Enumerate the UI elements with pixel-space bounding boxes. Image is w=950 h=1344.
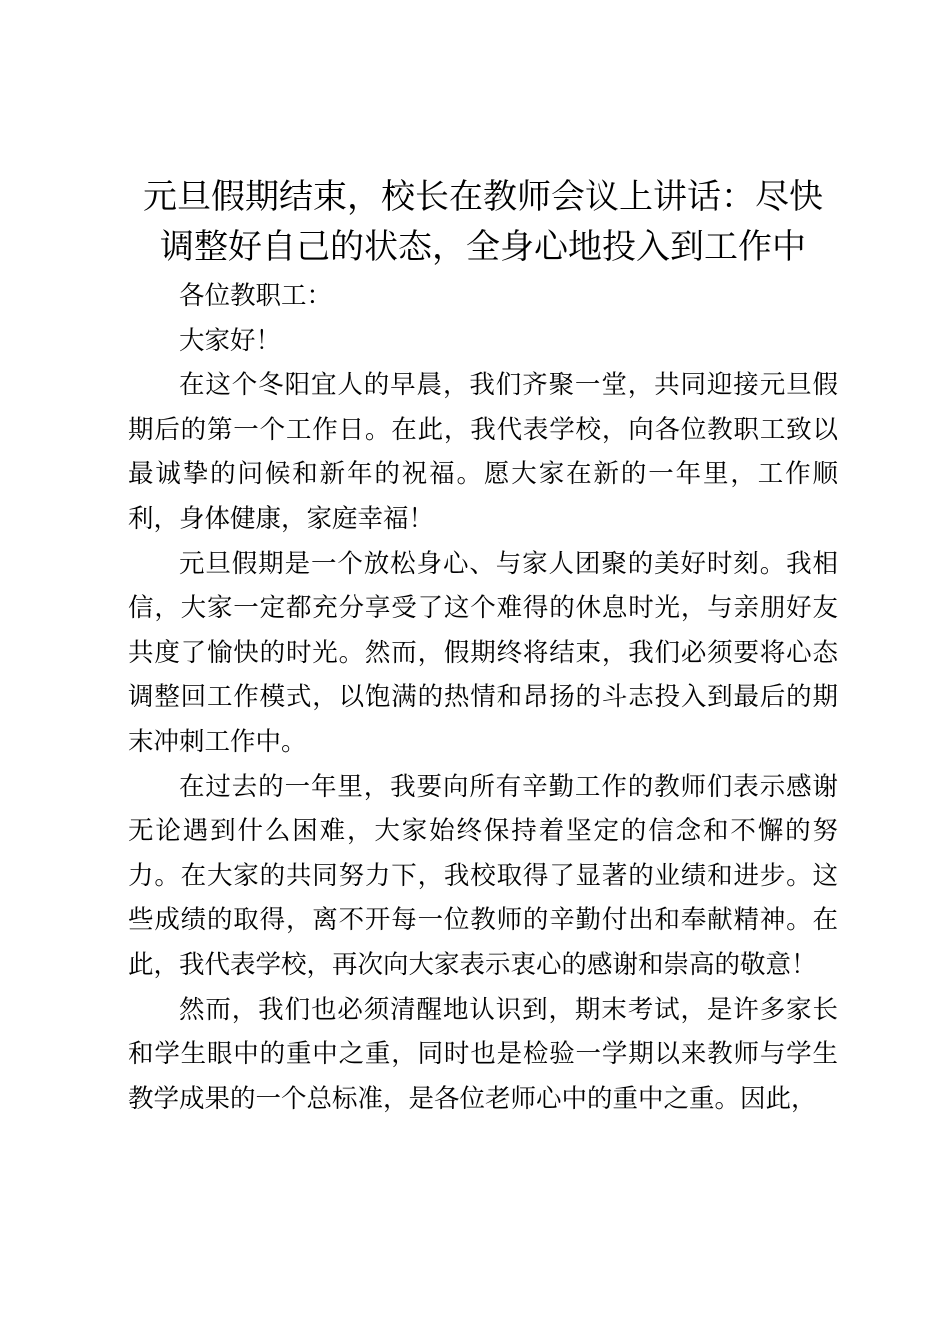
title-line-2: 调整好自己的状态，全身心地投入到工作中 (160, 227, 806, 267)
greeting: 大家好！ (179, 325, 282, 356)
paragraph-4: 然而，我们也必须清醒地认识到，期末考试，是许多家长和学生眼中的重中之重，同时也是检验一学期以来教师与学生教学成果的一个总标准，是各位老师心中的重中之重。因此， (128, 994, 838, 1114)
document-title (128, 172, 838, 272)
paragraph-3: 在过去的一年里，我要向所有辛勤工作的教师们表示感谢无论遇到什么困难，大家始终保持着坚定的信念和不懈的努力。在大家的共同努力下，我校取得了显著的业绩和进步。这些成绩的取得，离不开每一位教师的辛勤付出和奉献精神。在此，我代表学校，再次向大家表示衷心的感谢和崇高的敬意！ (128, 771, 838, 980)
document-content (128, 172, 838, 1121)
title-line-1: 元旦假期结束，校长在教师会议上讲话：尽快 (143, 177, 823, 217)
salutation: 各位教职工： (179, 281, 333, 311)
paragraph-1: 在这个冬阳宜人的早晨，我们齐聚一堂，共同迎接元旦假期后的第一个工作日。在此，我代表学校，向各位教职工致以最诚挚的问候和新年的祝福。愿大家在新的一年里，工作顺利，身体健康，家庭幸福！ (128, 370, 838, 534)
paragraph-2: 元旦假期是一个放松身心、与家人团聚的美好时刻。我相信，大家一定都充分享受了这个难得的休息时光，与亲朋好友共度了愉快的时光。然而，假期终将结束，我们必须要将心态调整回工作模式，以饱满的热情和昂扬的斗志投入到最后的期末冲刺工作中。 (128, 548, 838, 757)
